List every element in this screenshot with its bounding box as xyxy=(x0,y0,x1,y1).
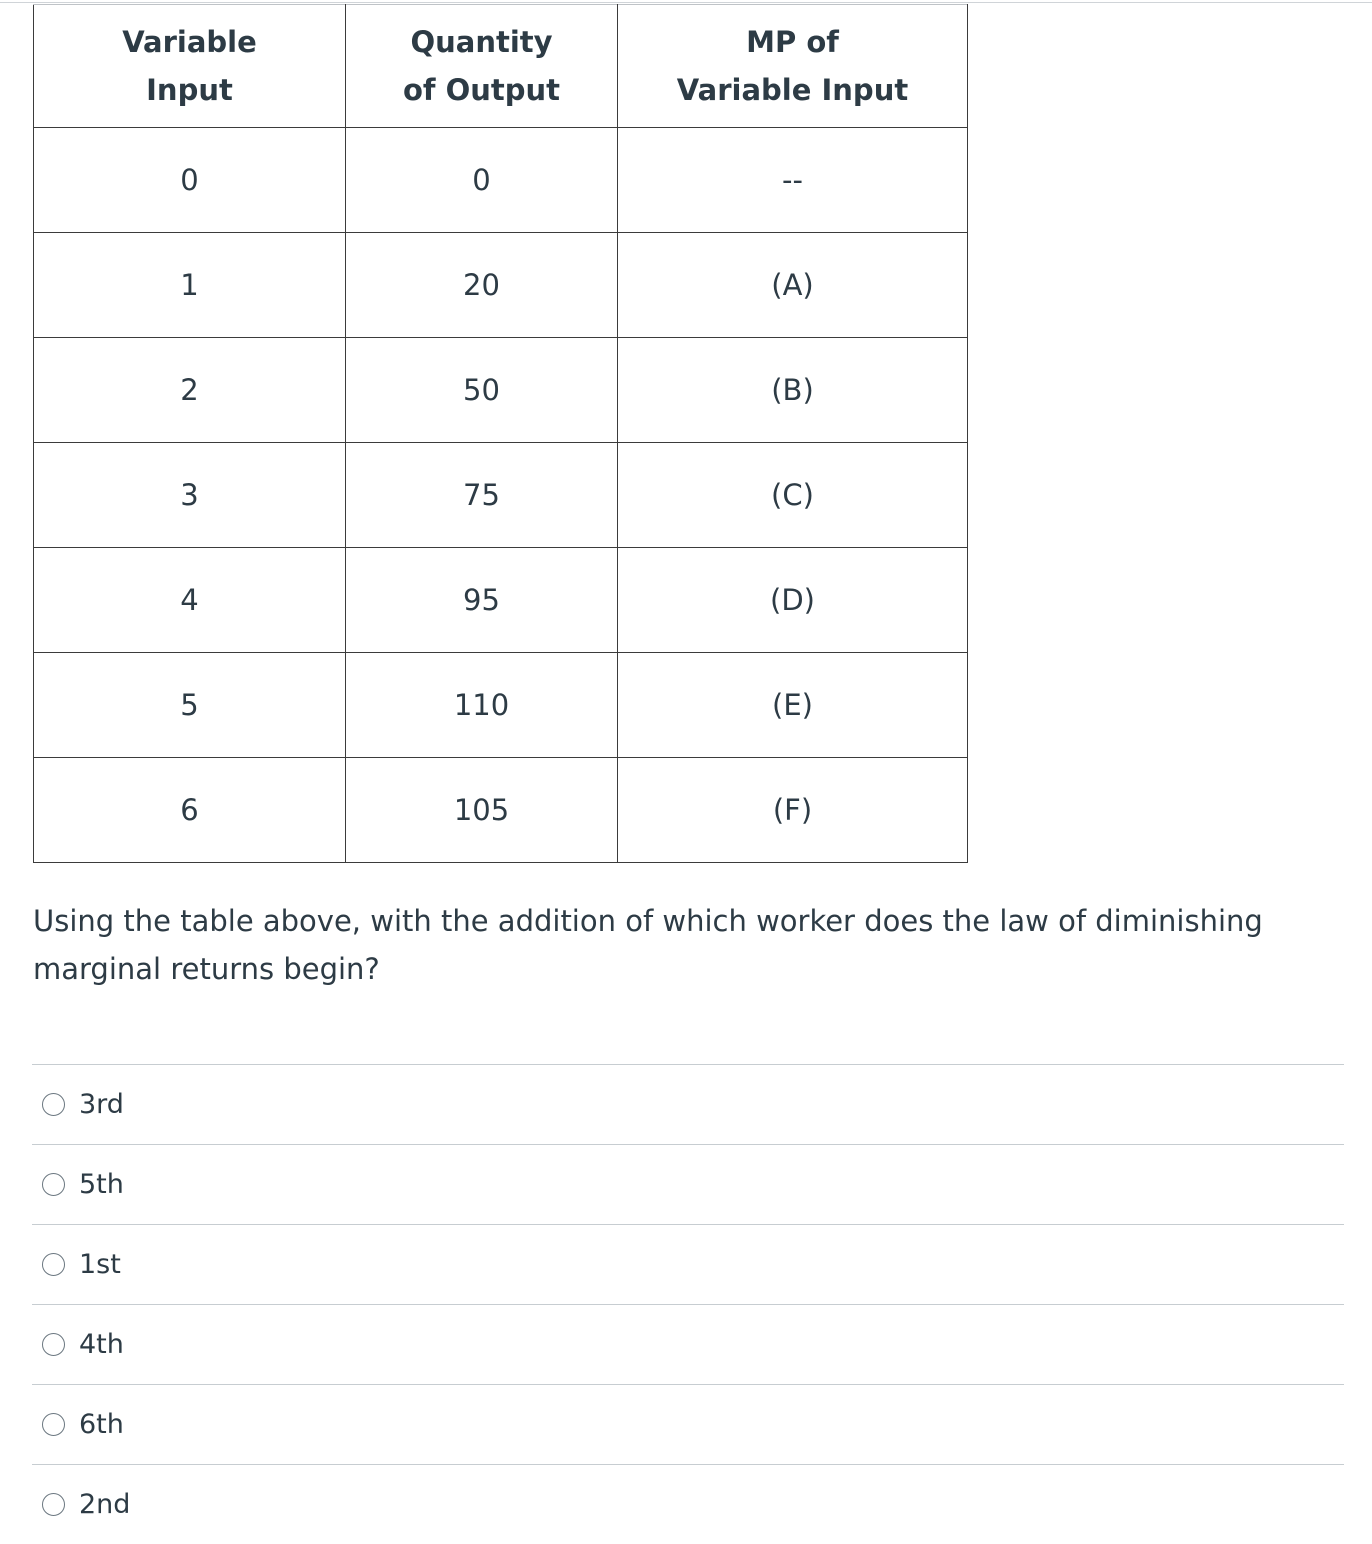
header-line: Input xyxy=(146,73,233,107)
answer-option[interactable] xyxy=(32,1384,1344,1464)
cell-marginal-product: (E) xyxy=(618,653,968,758)
header-line: Variable xyxy=(122,25,257,59)
radio-button[interactable] xyxy=(42,1333,65,1356)
cell-quantity-of-output: 110 xyxy=(346,653,618,758)
header-quantity-of-output xyxy=(346,5,618,128)
cell-marginal-product: (C) xyxy=(618,443,968,548)
answer-option[interactable] xyxy=(32,1064,1344,1144)
header-variable-input xyxy=(34,5,346,128)
cell-variable-input: 4 xyxy=(34,548,346,653)
header-line: of Output xyxy=(402,73,561,107)
answer-label: 2nd xyxy=(79,1489,131,1520)
cell-quantity-of-output: 105 xyxy=(346,758,618,863)
answer-label: 3rd xyxy=(79,1089,124,1120)
answer-option[interactable] xyxy=(32,1464,1344,1544)
table-header-row xyxy=(34,5,968,128)
cell-variable-input: 5 xyxy=(34,653,346,758)
cell-variable-input: 0 xyxy=(34,128,346,233)
cell-marginal-product: (D) xyxy=(618,548,968,653)
header-line: Quantity xyxy=(410,25,553,59)
radio-button[interactable] xyxy=(42,1413,65,1436)
answer-option[interactable] xyxy=(32,1304,1344,1384)
table-row xyxy=(34,128,968,233)
header-mp-of-variable-input xyxy=(618,5,968,128)
question-text: Using the table above, with the addition of which worker does the law of diminishing marginal returns begin? xyxy=(33,904,1263,986)
table-row xyxy=(34,653,968,758)
cell-quantity-of-output: 75 xyxy=(346,443,618,548)
cell-quantity-of-output: 95 xyxy=(346,548,618,653)
cell-variable-input: 2 xyxy=(34,338,346,443)
table-row xyxy=(34,758,968,863)
cell-marginal-product: (B) xyxy=(618,338,968,443)
cell-quantity-of-output: 0 xyxy=(346,128,618,233)
answer-label: 6th xyxy=(79,1409,124,1440)
cell-variable-input: 6 xyxy=(34,758,346,863)
cell-variable-input: 3 xyxy=(34,443,346,548)
cell-marginal-product: -- xyxy=(618,128,968,233)
radio-button[interactable] xyxy=(42,1493,65,1516)
cell-marginal-product: (A) xyxy=(618,233,968,338)
cell-quantity-of-output: 20 xyxy=(346,233,618,338)
radio-button[interactable] xyxy=(42,1093,65,1116)
cell-marginal-product: (F) xyxy=(618,758,968,863)
header-line: Variable Input xyxy=(676,73,909,107)
production-table xyxy=(33,4,968,863)
top-divider xyxy=(0,2,1372,3)
header-line: MP of xyxy=(746,25,839,59)
radio-button[interactable] xyxy=(42,1173,65,1196)
answer-label: 5th xyxy=(79,1169,124,1200)
radio-button[interactable] xyxy=(42,1253,65,1276)
table-row xyxy=(34,548,968,653)
answer-option[interactable] xyxy=(32,1144,1344,1224)
table-row xyxy=(34,443,968,548)
answer-option[interactable] xyxy=(32,1224,1344,1304)
cell-variable-input: 1 xyxy=(34,233,346,338)
answer-list xyxy=(32,1064,1344,1544)
cell-quantity-of-output: 50 xyxy=(346,338,618,443)
table-row xyxy=(34,233,968,338)
answer-label: 1st xyxy=(79,1249,121,1280)
answer-label: 4th xyxy=(79,1329,124,1360)
table-row xyxy=(34,338,968,443)
